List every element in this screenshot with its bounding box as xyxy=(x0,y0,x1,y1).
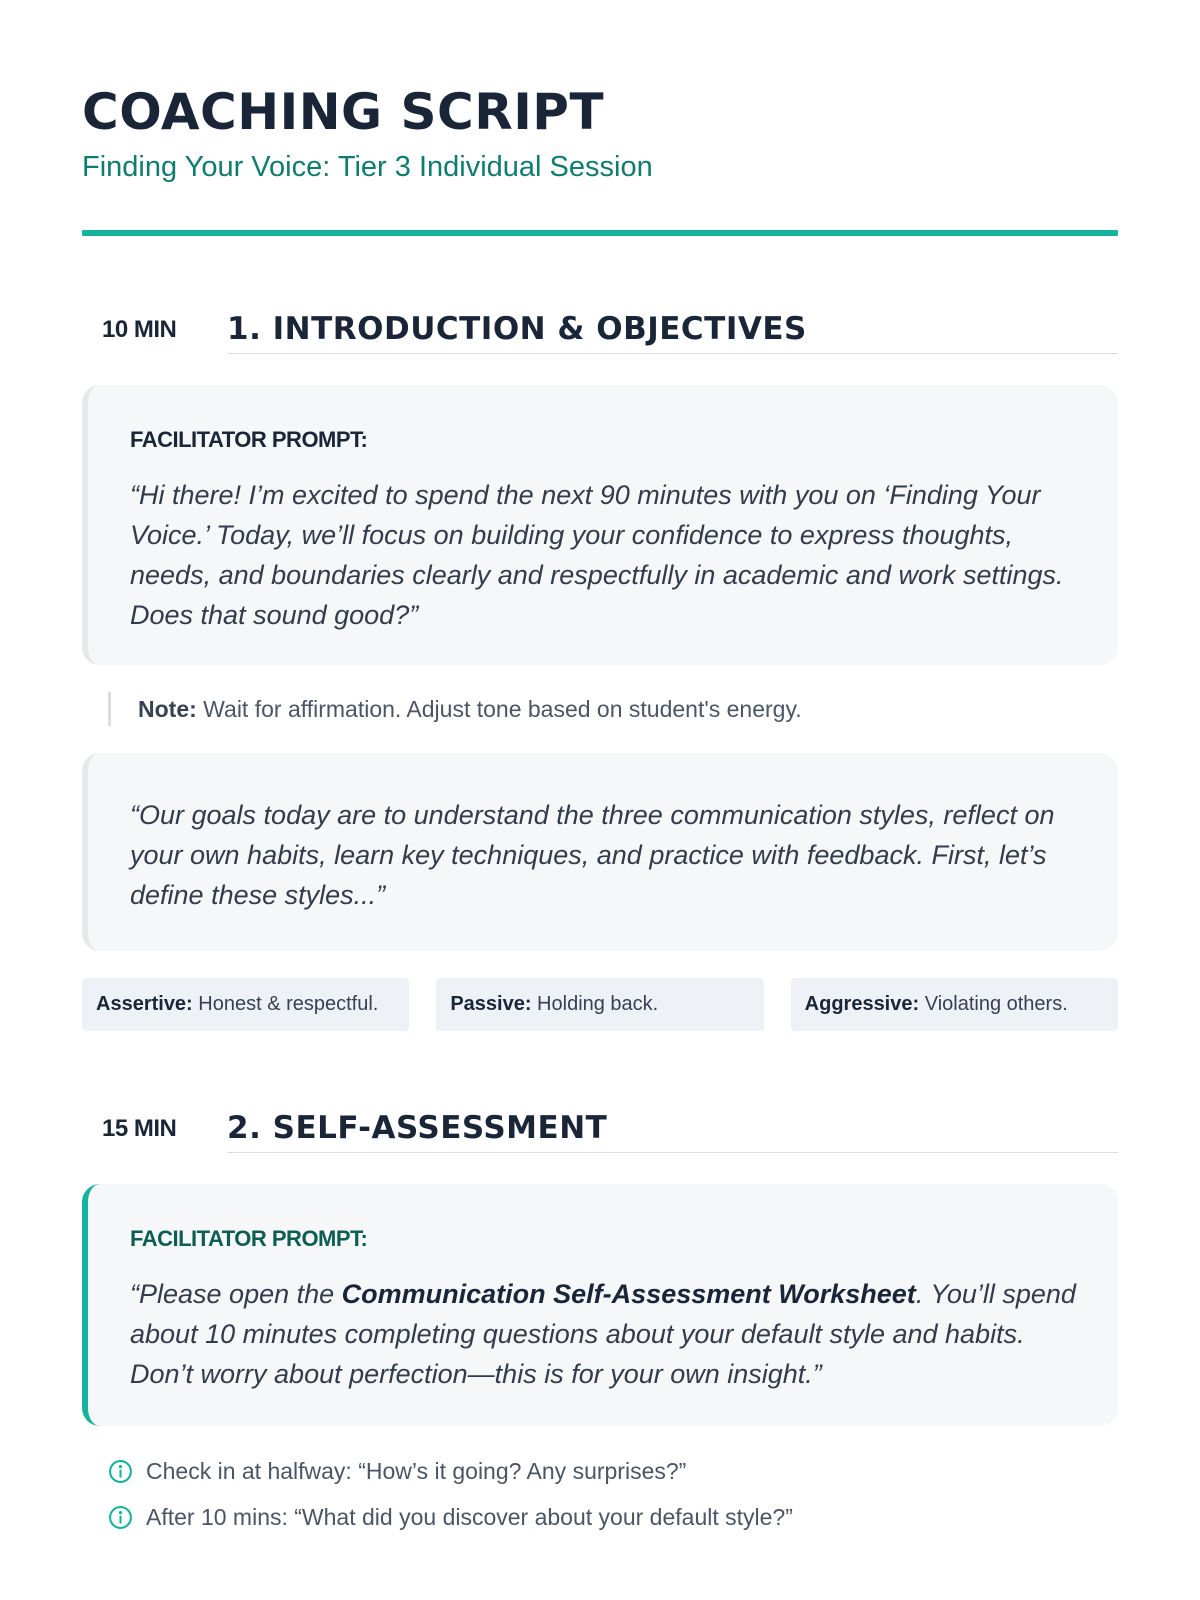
communication-styles xyxy=(82,978,1118,1031)
style-card-passive xyxy=(436,978,763,1031)
section-self-assessment xyxy=(82,1103,1118,1540)
section-title: 1. INTRODUCTION & OBJECTIVES xyxy=(227,311,1118,354)
facilitator-prompt-text xyxy=(130,1274,1082,1394)
style-card-assertive xyxy=(82,978,409,1031)
section-introduction xyxy=(82,304,1118,1031)
style-card-label: Passive: xyxy=(450,993,532,1015)
facilitator-prompt-label: FACILITATOR PROMPT: xyxy=(130,1226,368,1251)
document-title: COACHING SCRIPT xyxy=(82,83,605,141)
style-card-desc: Honest & respectful. xyxy=(192,993,379,1015)
prompt-text-before: “Please open the xyxy=(130,1279,342,1309)
worksheet-name: Communication Self-Assessment Worksheet xyxy=(341,1279,916,1309)
section-duration: 10 MIN xyxy=(102,316,177,343)
check-item-text: After 10 mins: “What did you discover about your default style?” xyxy=(146,1503,793,1530)
title-divider xyxy=(82,230,1118,236)
facilitator-note xyxy=(108,692,1118,726)
section-title: 2. SELF-ASSESSMENT xyxy=(227,1110,1118,1153)
style-card-desc: Violating others. xyxy=(919,993,1068,1015)
goals-prompt-text: “Our goals today are to understand the three communication styles, reflect on your own habits, learn key techniques, and practice with feedback. First, let’s define these styles...” xyxy=(130,800,1055,910)
check-in-list xyxy=(108,1448,1118,1540)
facilitator-prompt-text: “Hi there! I’m excited to spend the next 90 minutes with you on ‘Finding Your Voice.’ Today, we’ll focus on building your confidence to express thoughts, needs, and boundaries clearly and respectfully in academic and work settings. Does that sound good?” xyxy=(130,480,1064,630)
document-subtitle: Finding Your Voice: Tier 3 Individual Session xyxy=(82,151,653,183)
style-card-label: Aggressive: xyxy=(804,993,920,1015)
style-card-label: Assertive: xyxy=(96,993,193,1015)
prompt-text-after: . You’ll spend about 10 minutes completing questions about your default style and habits. Don’t worry about perfection—this is for your own insight.” xyxy=(130,1279,1076,1389)
section-duration: 15 MIN xyxy=(102,1115,177,1142)
info-circle-icon xyxy=(108,1459,133,1484)
goals-prompt-box xyxy=(82,753,1118,951)
list-item xyxy=(108,1448,1118,1494)
facilitator-prompt-box xyxy=(82,385,1118,665)
section-header xyxy=(82,1103,1118,1153)
facilitator-prompt-label: FACILITATOR PROMPT: xyxy=(130,427,368,452)
check-item-text: Check in at halfway: “How’s it going? Any surprises?” xyxy=(146,1457,687,1484)
note-label: Note: xyxy=(138,696,197,722)
note-text: Wait for affirmation. Adjust tone based on student's energy. xyxy=(196,696,802,722)
section-header xyxy=(82,304,1118,354)
info-circle-icon xyxy=(108,1505,133,1530)
style-card-desc: Holding back. xyxy=(531,993,659,1015)
style-card-aggressive xyxy=(791,978,1118,1031)
list-item xyxy=(108,1494,1118,1540)
facilitator-prompt-box xyxy=(82,1184,1118,1426)
